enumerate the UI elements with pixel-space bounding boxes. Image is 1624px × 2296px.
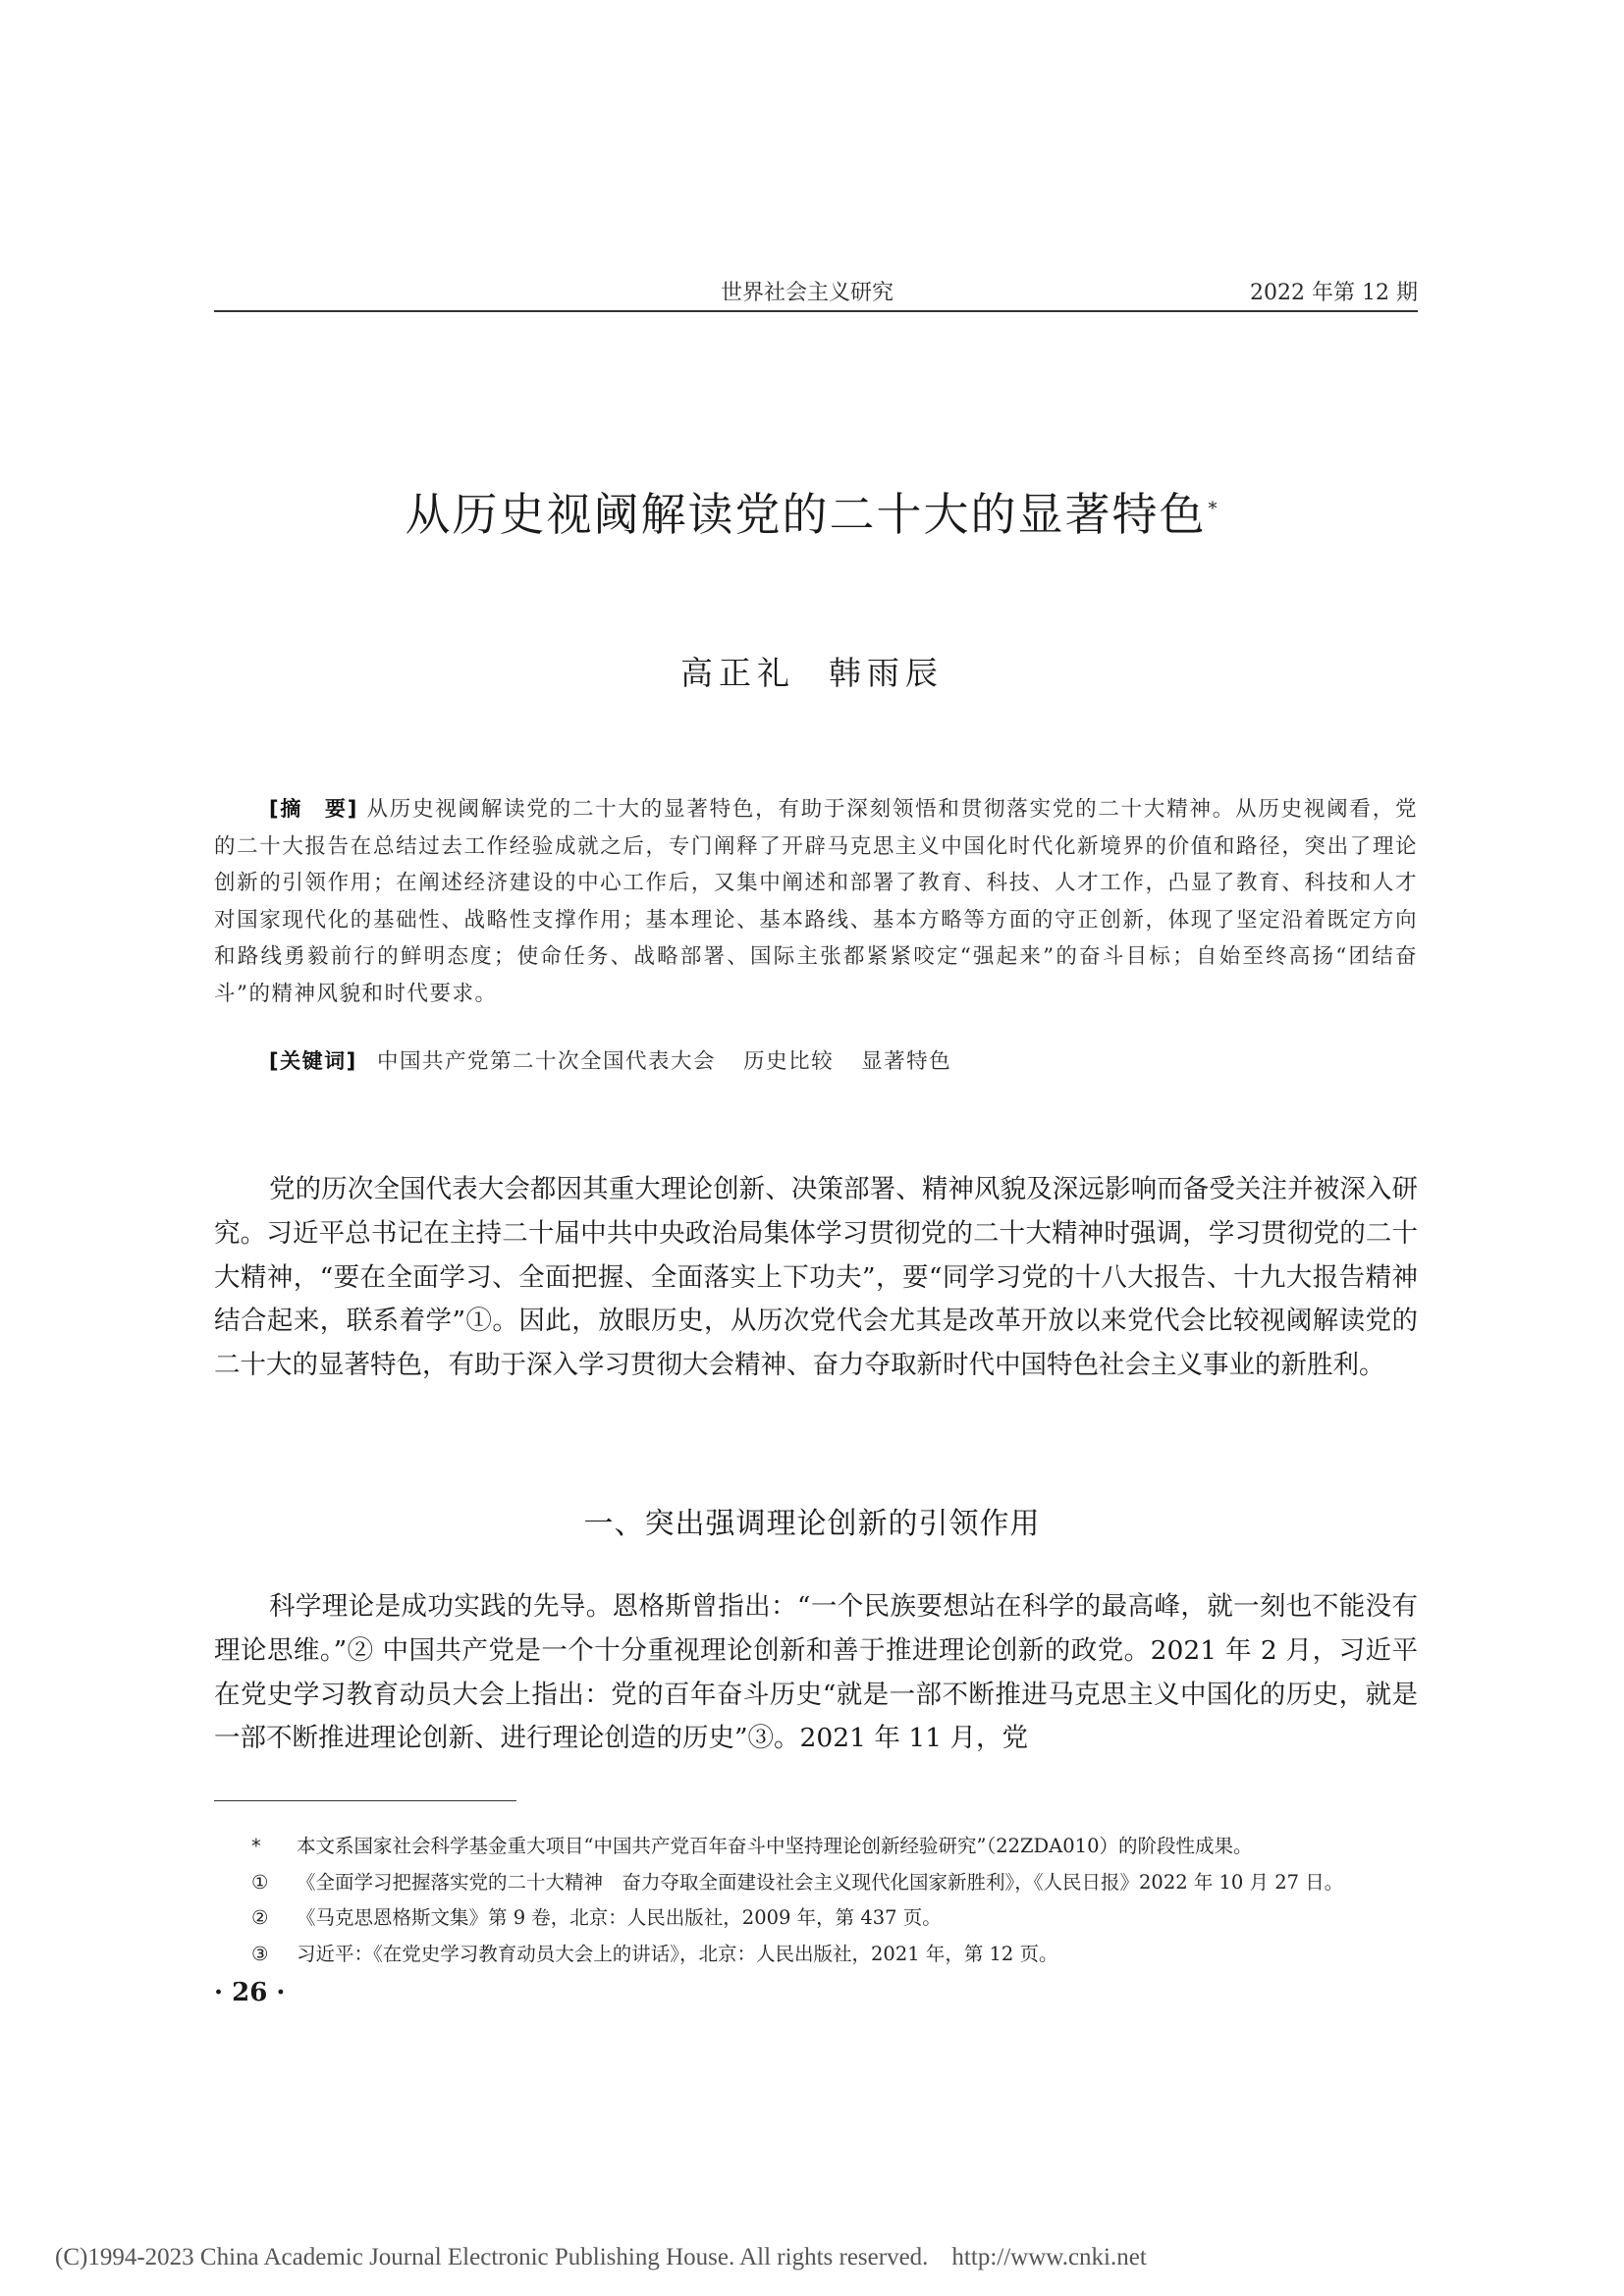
article-title-text: 从历史视阈解读党的二十大的显著特色 [405, 488, 1207, 541]
author-name: 高正礼 [680, 654, 795, 692]
keywords [269, 1044, 951, 1075]
keyword: 历史比较 [743, 1049, 835, 1074]
abstract-text: 从历史视阈解读党的二十大的显著特色，有助于深刻领悟和贯彻落实党的二十大精神。从历史视阈看，党的二十大报告在总结过去工作经验成就之后，专门阐释了开辟马克思主义中国化时代化新境界的价值和路径，突出了理论创新的引领作用；在阐述经济建设的中心工作后，又集中阐述和部署了教育、科技、人才工作，凸显了教育、科技和人才对国家现代化的基础性、战略性支撑作用；基本理论、基本路线、基本方略等方面的守正创新，体现了坚定沿着既定方向和路线勇毅前行的鲜明态度；使命任务、战略部署、国际主张都紧紧咬定“强起来”的奋斗目标；自始至终高扬“团结奋斗”的精神风貌和时代要求。 [214, 797, 1418, 1006]
journal-name: 世界社会主义研究 [721, 281, 894, 305]
title-footnote-mark: * [1208, 498, 1219, 519]
page-number: · 26 · [214, 1978, 286, 2007]
copyright-notice [55, 2244, 1147, 2271]
footnote-mark: * [251, 1835, 261, 1857]
footnote [214, 1865, 1418, 1901]
footnote-mark: ③ [251, 1942, 269, 1965]
body-paragraph: 科学理论是成功实践的先导。恩格斯曾指出：“一个民族要想站在科学的最高峰，就一刻也不能没有理论思维。”② 中国共产党是一个十分重视理论创新和善于推进理论创新的政党。2021 年 2 月，习近平在党史学习教育动员大会上指出：党的百年奋斗历史“就是一部不断推进马克思主义中国化的历史，就是一部不断推进理论创新、进行理论创造的历史”③。2021 年 11 月，党 [214, 1591, 1418, 1754]
header-rule [214, 310, 1418, 312]
footnote-text: 《马克思恩格斯文集》第 9 卷，北京：人民出版社，2009 年，第 437 页。 [297, 1906, 942, 1929]
footnote-mark: ② [251, 1906, 269, 1929]
authors [0, 648, 1624, 694]
copyright-text: (C)1994-2023 China Academic Journal Electronic Publishing House. All rights reserved. [55, 2244, 929, 2270]
footnote [214, 1900, 1418, 1937]
footnote-rule [214, 1800, 516, 1801]
author-name: 韩雨辰 [829, 654, 944, 692]
footnote-mark: ① [251, 1870, 269, 1894]
footnotes [214, 1829, 1418, 1972]
keywords-label: [关键词] [269, 1049, 357, 1073]
footnote [214, 1937, 1418, 1973]
article-title [0, 479, 1624, 544]
keyword: 显著特色 [861, 1049, 952, 1074]
body-paragraph: 党的历次全国代表大会都因其重大理论创新、决策部署、精神风貌及深远影响而备受关注并被深入研究。习近平总书记在主持二十届中共中央政治局集体学习贯彻党的二十大精神时强调，学习贯彻党的二十大精神，“要在全面学习、全面把握、全面落实上下功夫”，要“同学习党的十八大报告、十九大报告精神结合起来，联系着学”①。因此，放眼历史，从历次党代会尤其是改革开放以来党代会比较视阈解读党的二十大的显著特色，有助于深入学习贯彻大会精神、奋力夺取新时代中国特色社会主义事业的新胜利。 [214, 1174, 1418, 1381]
abstract [214, 791, 1418, 1012]
keyword: 中国共产党第二十次全国代表大会 [377, 1049, 717, 1074]
cnki-link[interactable]: http://www.cnki.net [951, 2244, 1147, 2270]
footnote-text: 本文系国家社会科学基金重大项目“中国共产党百年奋斗中坚持理论创新经验研究”（22ZDA010）的阶段性成果。 [297, 1835, 1253, 1857]
issue-number: 2022 年第 12 期 [1250, 281, 1418, 305]
abstract-label: [摘 要] [269, 797, 358, 821]
footnote-text: 习近平：《在党史学习教育动员大会上的讲话》，北京：人民出版社，2021 年，第 12 页。 [297, 1942, 1058, 1965]
section-heading: 一、突出强调理论创新的引领作用 [583, 1507, 1041, 1541]
footnote-text: 《全面学习把握落实党的二十大精神 奋力夺取全面建设社会主义现代化国家新胜利》，《人民日报》2022 年 10 月 27 日。 [297, 1870, 1344, 1894]
footnote [214, 1829, 1418, 1865]
